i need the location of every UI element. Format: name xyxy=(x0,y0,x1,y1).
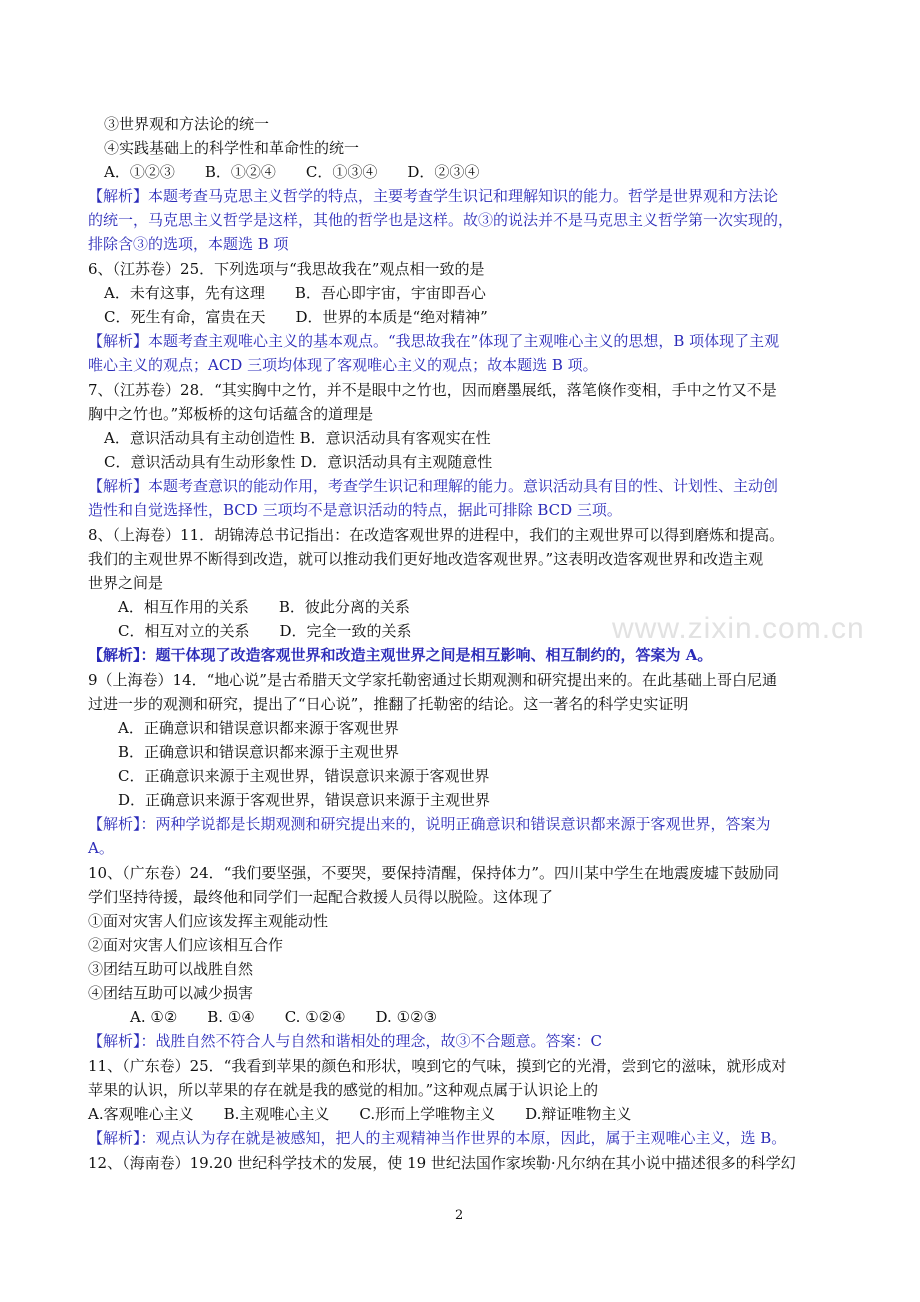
question-stem: 过进一步的观测和研究，提出了“日心说”，推翻了托勒密的结论。这一著名的科学史实证明 xyxy=(88,695,689,713)
analysis-line: 的统一，马克思主义哲学是这样，其他的哲学也是这样。故③的说法并不是马克思主义哲学第一次实现的， xyxy=(88,211,794,229)
analysis-line: 【解析】：两种学说都是长期观测和研究提出来的，说明正确意识和错误意识都来源于客观世界，答案为 xyxy=(88,815,771,833)
analysis-line: 排除含③的选项，本题选 B 项 xyxy=(88,235,289,253)
text-line: ④实践基础上的科学性和革命性的统一 xyxy=(104,139,360,157)
question-stem: 学们坚持待援，最终他和同学们一起配合救援人员得以脱险。这体现了 xyxy=(88,888,554,906)
question-statement: ①面对灾害人们应该发挥主观能动性 xyxy=(88,912,329,930)
question-option: A. ①② B. ①④ C. ①②④ D. ①②③ xyxy=(130,1008,437,1026)
question-option: A．相互作用的关系 B．彼此分离的关系 xyxy=(118,598,410,616)
question-option: C．相互对立的关系 D．完全一致的关系 xyxy=(118,622,412,640)
question-option: A．意识活动具有主动创造性 B．意识活动具有客观实在性 xyxy=(104,429,491,447)
analysis-line: 唯心主义的观点；ACD 三项均体现了客观唯心主义的观点；故本题选 B 项。 xyxy=(88,356,598,374)
text-line: A．①②③ B．①②④ C．①③④ D．②③④ xyxy=(104,163,480,181)
question-stem: 12、（海南卷）19.20 世纪科学技术的发展，使 19 世纪法国作家埃勒·凡尔纳在其小说中描述很多的科学幻 xyxy=(88,1154,796,1172)
question-stem: 苹果的认识，所以苹果的存在就是我的感觉的相加。”这种观点属于认识论上的 xyxy=(88,1081,599,1099)
question-stem: 6、（江苏卷）25．下列选项与“我思故我在”观点相一致的是 xyxy=(88,260,485,278)
question-option: A.客观唯心主义 B.主观唯心主义 C.形而上学唯物主义 D.辩证唯物主义 xyxy=(88,1105,632,1123)
analysis-line: 【解析】本题考查主观唯心主义的基本观点。“我思故我在”体现了主观唯心主义的思想，B 项体现了主观 xyxy=(88,332,780,350)
page-number: 2 xyxy=(455,1208,464,1223)
text-line: ③世界观和方法论的统一 xyxy=(104,115,270,133)
question-stem: 胸中之竹也。”郑板桥的这句话蕴含的道理是 xyxy=(88,405,374,423)
question-stem: 我们的主观世界不断得到改造，就可以推动我们更好地改造客观世界。”这表明改造客观世界和改造主观 xyxy=(88,550,764,568)
question-option: C．意识活动具有生动形象性 D．意识活动具有主观随意性 xyxy=(104,453,493,471)
question-option: C．死生有命，富贵在天 D．世界的本质是“绝对精神” xyxy=(104,308,488,326)
analysis-line: A。 xyxy=(88,839,114,857)
question-stem: 世界之间是 xyxy=(88,574,164,592)
question-option: C．正确意识来源于主观世界，错误意识来源于客观世界 xyxy=(118,767,490,785)
question-option: A．未有这事，先有这理 B．吾心即宇宙，宇宙即吾心 xyxy=(104,284,486,302)
question-option: B．正确意识和错误意识都来源于主观世界 xyxy=(118,743,400,761)
question-stem: 7、（江苏卷）28．“其实胸中之竹，并不是眼中之竹也，因而磨墨展纸，落笔倏作变相，手中之竹又不是 xyxy=(88,381,777,399)
question-statement: ③团结互助可以战胜自然 xyxy=(88,960,254,978)
question-stem: 10、（广东卷）24．“我们要坚强，不要哭，要保持清醒，保持体力”。四川某中学生在地震废墟下鼓励同 xyxy=(88,864,780,882)
watermark: www.zixin.com.cn xyxy=(612,612,865,645)
analysis-line: 【解析】：战胜自然不符合人与自然和谐相处的理念，故③不合题意。答案：C xyxy=(88,1032,602,1050)
question-option: D．正确意识来源于客观世界，错误意识来源于主观世界 xyxy=(118,791,491,809)
analysis-line: 【解析】：题干体现了改造客观世界和改造主观世界之间是相互影响、相互制约的，答案为 A。 xyxy=(88,646,713,664)
question-stem: 8、（上海卷）11．胡锦涛总书记指出：在改造客观世界的进程中，我们的主观世界可以得到磨炼和提高。 xyxy=(88,526,785,544)
question-option: A．正确意识和错误意识都来源于客观世界 xyxy=(118,719,399,737)
question-statement: ②面对灾害人们应该相互合作 xyxy=(88,936,284,954)
analysis-line: 【解析】本题考查意识的能动作用，考查学生识记和理解的能力。意识活动具有目的性、计划性、主动创 xyxy=(88,477,779,495)
analysis-line: 【解析】：观点认为存在就是被感知，把人的主观精神当作世界的本原，因此，属于主观唯心主义，选 B。 xyxy=(88,1129,787,1147)
analysis-line: 【解析】本题考查马克思主义哲学的特点，主要考查学生识记和理解知识的能力。哲学是世界观和方法论 xyxy=(88,187,779,205)
analysis-line: 造性和自觉选择性，BCD 三项均不是意识活动的特点，据此可排除 BCD 三项。 xyxy=(88,501,622,519)
question-statement: ④团结互助可以减少损害 xyxy=(88,984,254,1002)
question-stem: 9（上海卷）14．“地心说”是古希腊天文学家托勒密通过长期观测和研究提出来的。在此基础上哥白尼通 xyxy=(88,671,777,689)
question-stem: 11、（广东卷）25．“我看到苹果的颜色和形状，嗅到它的气味，摸到它的光滑，尝到它的滋味，就形成对 xyxy=(88,1057,787,1075)
